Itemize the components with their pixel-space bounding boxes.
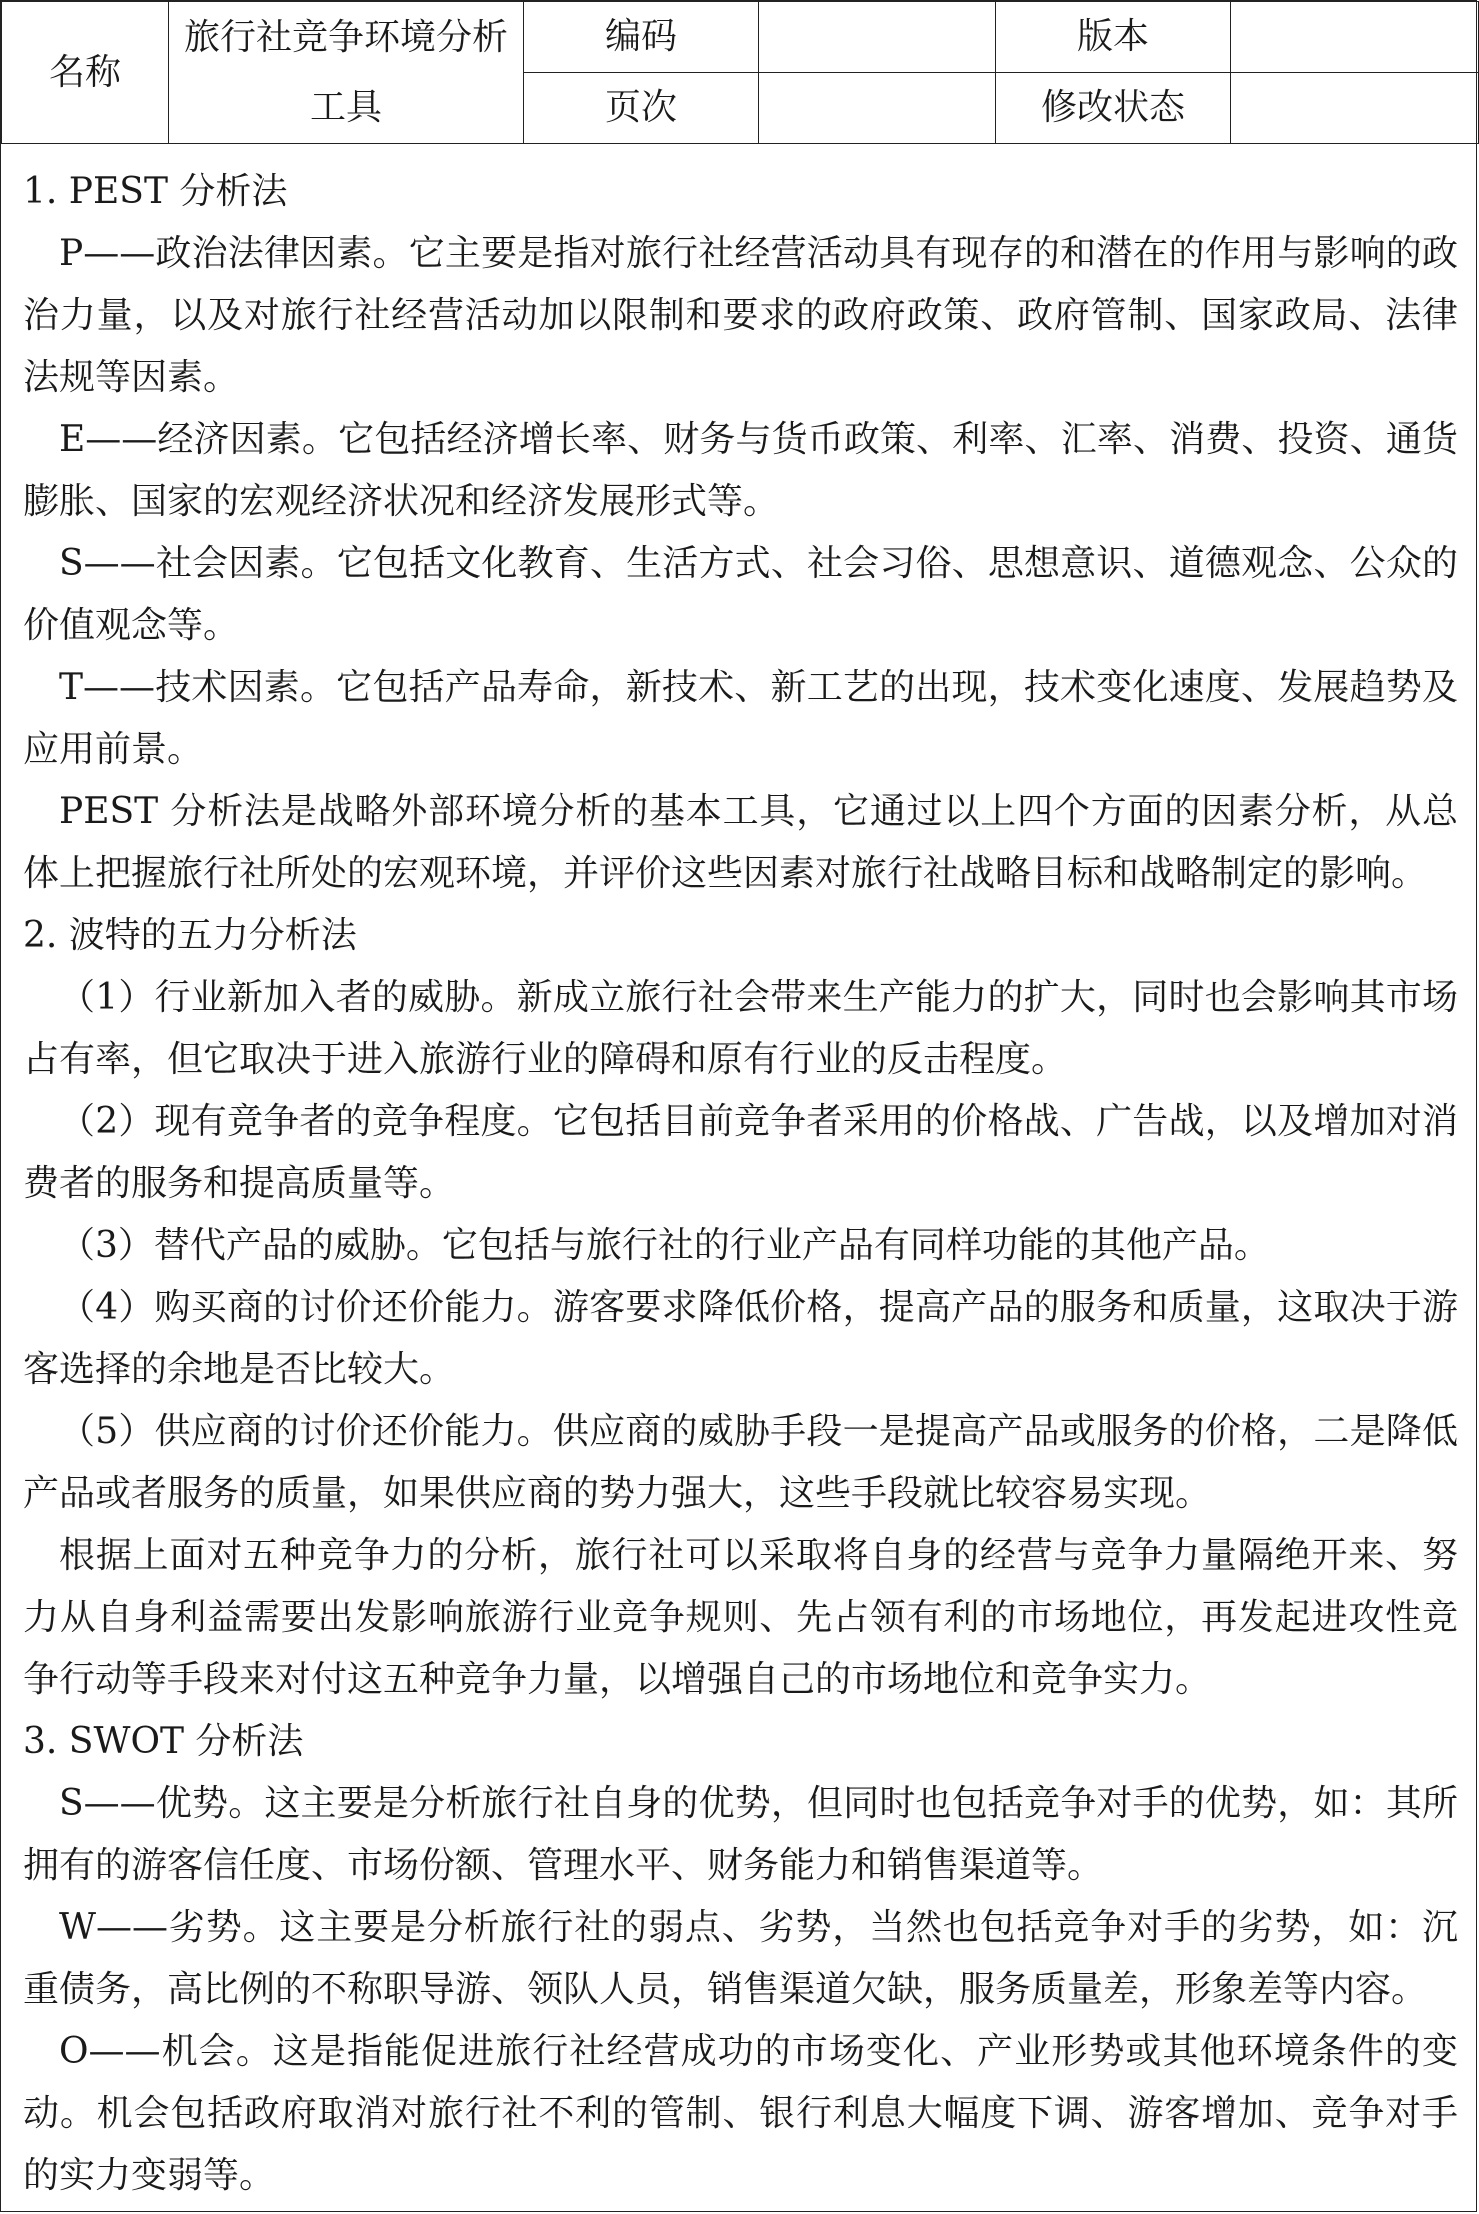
pest-economic-paragraph: E——经济因素。它包括经济增长率、财务与货币政策、利率、汇率、消费、投资、通货膨胀、国家的宏观经济状况和经济发展形式等。 (23, 419, 1458, 522)
document-body (1, 143, 1478, 2207)
revision-label: 修改状态 (996, 73, 1231, 144)
pest-social-paragraph: S——社会因素。它包括文化教育、生活方式、社会习俗、思想意识、道德观念、公众的价值观念等。 (23, 543, 1458, 646)
swot-heading: 3. SWOT 分析法 (23, 1721, 304, 1762)
porter-summary-paragraph: 根据上面对五种竞争力的分析，旅行社可以采取将自身的经营与竞争力量隔绝开来、努力从自身利益需要出发影响旅游行业竞争规则、先占领有利的市场地位，再发起进攻性竞争行动等手段来对付这五种竞争力量，以增强自己的市场地位和竞争实力。 (23, 1535, 1458, 1700)
pest-technology-paragraph: T——技术因素。它包括产品寿命，新技术、新工艺的出现，技术变化速度、发展趋势及应用前景。 (23, 667, 1458, 770)
porter-item-3: （3）替代产品的威胁。它包括与旅行社的行业产品有同样功能的其他产品。 (59, 1225, 1270, 1266)
page-label: 页次 (524, 73, 759, 144)
porter-heading: 2. 波特的五力分析法 (23, 915, 357, 956)
swot-weakness-paragraph: W——劣势。这主要是分析旅行社的弱点、劣势，当然也包括竞争对手的劣势，如：沉重债务，高比例的不称职导游、领队人员，销售渠道欠缺，服务质量差，形象差等内容。 (23, 1907, 1458, 2010)
swot-opportunity-paragraph: O——机会。这是指能促进旅行社经营成功的市场变化、产业形势或其他环境条件的变动。机会包括政府取消对旅行社不利的管制、银行利息大幅度下调、游客增加、竞争对手的实力变弱等。 (23, 2031, 1458, 2196)
tool-title: 旅行社竞争环境分析工具 (169, 2, 524, 144)
porter-item-2: （2）现有竞争者的竞争程度。它包括目前竞争者采用的价格战、广告战，以及增加对消费者的服务和提高质量等。 (23, 1101, 1458, 1204)
porter-item-5: （5）供应商的讨价还价能力。供应商的威胁手段一是提高产品或服务的价格，二是降低产品或者服务的质量，如果供应商的势力强大，这些手段就比较容易实现。 (23, 1411, 1458, 1514)
pest-summary-paragraph: PEST 分析法是战略外部环境分析的基本工具，它通过以上四个方面的因素分析，从总体上把握旅行社所处的宏观环境，并评价这些因素对旅行社战略目标和战略制定的影响。 (23, 791, 1458, 894)
version-label: 版本 (996, 2, 1231, 73)
pest-heading: 1. PEST 分析法 (23, 171, 288, 212)
porter-item-1: （1）行业新加入者的威胁。新成立旅行社会带来生产能力的扩大，同时也会影响其市场占有率，但它取决于进入旅游行业的障碍和原有行业的反击程度。 (23, 977, 1458, 1080)
header-table (1, 1, 1479, 144)
name-label: 名称 (2, 2, 169, 144)
porter-item-4: （4）购买商的讨价还价能力。游客要求降低价格，提高产品的服务和质量，这取决于游客选择的余地是否比较大。 (23, 1287, 1458, 1390)
revision-value (1231, 73, 1479, 144)
code-value (759, 2, 996, 73)
code-label: 编码 (524, 2, 759, 73)
pest-political-paragraph: P——政治法律因素。它主要是指对旅行社经营活动具有现存的和潜在的作用与影响的政治力量，以及对旅行社经营活动加以限制和要求的政府政策、政府管制、国家政局、法律法规等因素。 (23, 233, 1458, 398)
version-value (1231, 2, 1479, 73)
page-value (759, 73, 996, 144)
swot-strength-paragraph: S——优势。这主要是分析旅行社自身的优势，但同时也包括竞争对手的优势，如：其所拥有的游客信任度、市场份额、管理水平、财务能力和销售渠道等。 (23, 1783, 1458, 1886)
